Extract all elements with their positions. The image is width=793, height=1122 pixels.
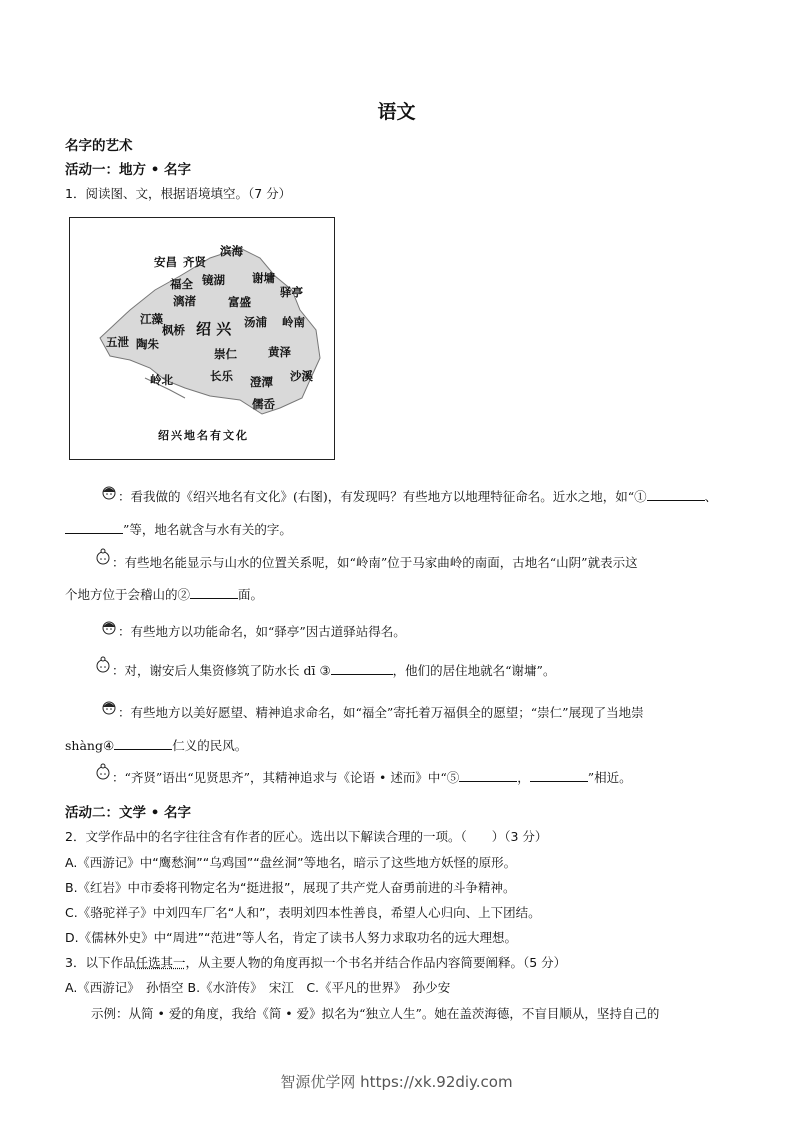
boy-avatar-icon bbox=[100, 483, 118, 501]
blank-3[interactable] bbox=[331, 663, 393, 675]
page-title: 语文 bbox=[377, 101, 416, 123]
map-place: 安昌 bbox=[154, 255, 177, 269]
girl-avatar-icon bbox=[94, 763, 112, 781]
option-c: C.《骆驼祥子》中刘四车厂名“人和”，表明刘四本性善良，希望人心归向、上下团结。 bbox=[65, 905, 541, 920]
map-place: 五泄 bbox=[106, 335, 129, 349]
map-place: 齐贤 bbox=[183, 255, 206, 269]
map-place: 澄潭 bbox=[250, 375, 273, 389]
boy-avatar-icon bbox=[100, 698, 118, 716]
map-place: 驿亭 bbox=[280, 285, 303, 299]
blank-5a[interactable] bbox=[459, 770, 517, 782]
map-place: 谢墉 bbox=[252, 271, 275, 285]
option-d: D.《儒林外史》中“周进”“范进”等人名，肯定了读书人努力求取功名的远大理想。 bbox=[65, 930, 518, 945]
example-text: 示例：从简 • 爱的角度，我给《简 • 爱》拟名为“独立人生”。她在盖茨海德，不盲目顺从，坚持自己的 bbox=[91, 1006, 660, 1021]
map-place: 福全 bbox=[170, 277, 193, 291]
blank-5b[interactable] bbox=[530, 770, 588, 782]
activity1-heading: 活动一：地方 • 名字 bbox=[65, 162, 192, 178]
map-place: 崇仁 bbox=[214, 347, 237, 361]
map-place: 沙溪 bbox=[290, 369, 313, 383]
map-place: 枫桥 bbox=[162, 323, 185, 337]
blank-4[interactable] bbox=[114, 738, 172, 750]
map-place: 江藻 bbox=[140, 312, 163, 326]
option-b: B.《红岩》中市委将刊物定名为“挺进报”，展现了共产党人奋勇前进的斗争精神。 bbox=[65, 880, 516, 895]
map-place: 岭北 bbox=[150, 373, 173, 387]
map-place: 漓渚 bbox=[173, 294, 196, 308]
dialogue-1-cont: ”等，地名就含与水有关的字。 bbox=[65, 520, 292, 538]
question-2: 2．文学作品中的名字往往含有作者的匠心。选出以下解读合理的一项。（ ）（3 分） bbox=[65, 829, 548, 844]
map-place: 长乐 bbox=[210, 369, 233, 383]
work-list: A.《西游记》 孙悟空 B.《水浒传》 宋江 C.《平凡的世界》 孙少安 bbox=[65, 980, 451, 995]
map-place: 汤浦 bbox=[244, 315, 267, 329]
dialogue-2: ：有些地名能显示与山水的位置关系呢，如“岭南”位于马家曲岭的南面，古地名“山阴”就表示这 bbox=[112, 555, 638, 570]
girl-avatar-icon bbox=[94, 656, 112, 674]
dialogue-5-cont: shàng④ 仁义的民风。 bbox=[65, 738, 248, 753]
map-center-label: 绍 兴 bbox=[196, 320, 232, 338]
map-place: 岭南 bbox=[282, 315, 305, 329]
map-place: 滨海 bbox=[220, 244, 243, 258]
boy-avatar-icon bbox=[100, 618, 118, 636]
dialogue-1: ：看我做的《绍兴地名有文化》(右图)，有发现吗？有些地方以地理特征命名。近水之地，如“① 、 bbox=[118, 489, 718, 504]
map-place: 陶朱 bbox=[136, 337, 159, 351]
question-3: 3．以下作品任选其一，从主要人物的角度再拟一个书名并结合作品内容简要阐释。（5 分） bbox=[65, 955, 567, 970]
dialogue-5: ：有些地方以美好愿望、精神追求命名，如“福全”寄托着万福俱全的愿望；“崇仁”展现了当地崇 bbox=[118, 705, 644, 720]
map-place: 镜湖 bbox=[202, 273, 225, 287]
map-place: 儒岙 bbox=[252, 397, 275, 411]
blank-1b[interactable] bbox=[65, 522, 123, 534]
question-1: 1．阅读图、文，根据语境填空。（7 分） bbox=[65, 186, 292, 201]
blank-2[interactable] bbox=[190, 587, 238, 599]
section-heading: 名字的艺术 bbox=[65, 138, 133, 154]
girl-avatar-icon bbox=[94, 548, 112, 566]
option-a: A.《西游记》中“鹰愁涧”“乌鸡国”“盘丝洞”等地名，暗示了这些地方妖怪的原形。 bbox=[65, 855, 517, 870]
dialogue-2-cont: 个地方位于会稽山的② 面。 bbox=[65, 587, 264, 602]
footer-watermark: 智源优学网 https://xk.92diy.com bbox=[280, 1073, 513, 1091]
shaoxing-map bbox=[69, 217, 335, 460]
map-place: 富盛 bbox=[228, 295, 251, 309]
activity2-heading: 活动二：文学 • 名字 bbox=[65, 805, 192, 821]
blank-1a[interactable] bbox=[647, 489, 705, 501]
map-place: 黄泽 bbox=[268, 345, 291, 359]
dialogue-6: ：“齐贤”语出“见贤思齐”，其精神追求与《论语 • 述而》中“⑤ ， ”相近。 bbox=[112, 770, 632, 785]
map-caption: 绍兴地名有文化 bbox=[158, 429, 249, 442]
dialogue-4: ：对，谢安后人集资修筑了防水长 dī ③ ，他们的居住地就名“谢墉”。 bbox=[112, 663, 556, 678]
dialogue-3: ：有些地方以功能命名，如“驿亭”因古道驿站得名。 bbox=[118, 624, 406, 639]
